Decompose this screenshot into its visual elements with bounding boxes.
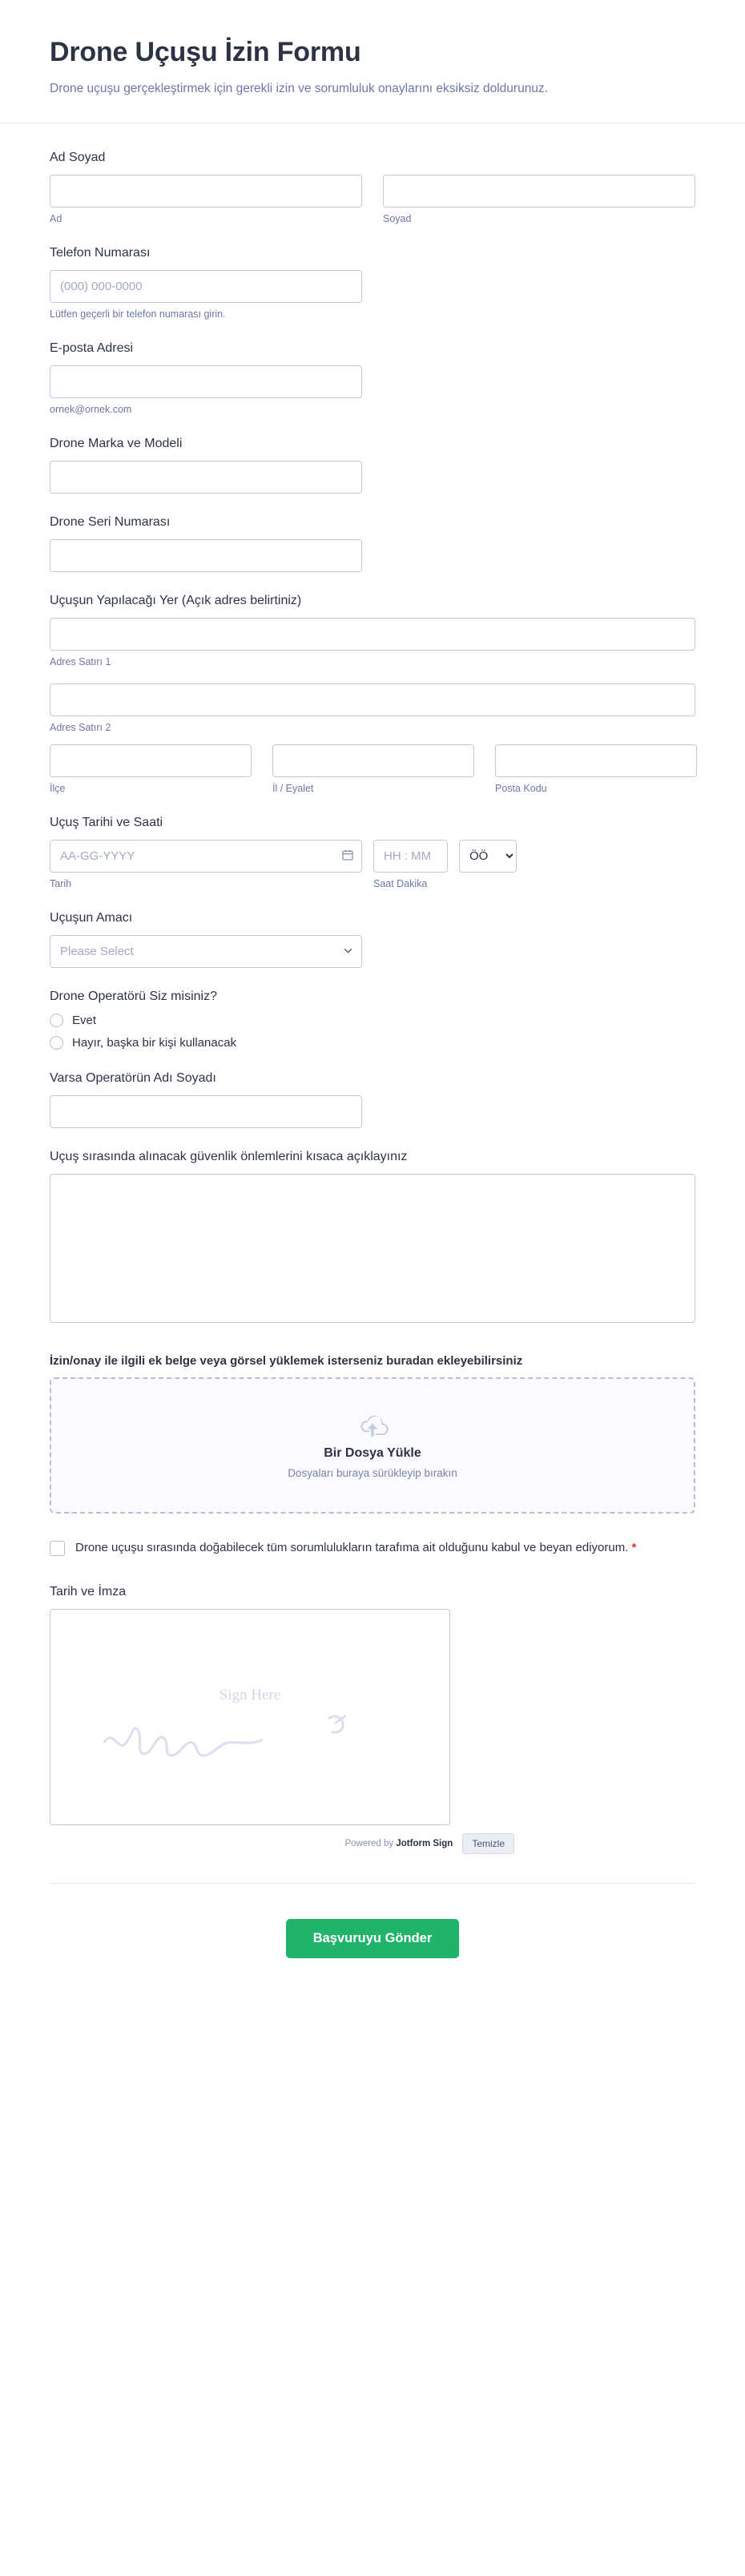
date-col [50, 840, 362, 889]
label-address: Uçuşun Yapılacağı Yer (Açık adres belirtiniz) [50, 594, 302, 608]
powered-by-label [344, 1839, 453, 1848]
address-state-col [272, 744, 474, 794]
time-sublabel: Saat Dakika [373, 878, 428, 890]
signature-placeholder: Sign Here [219, 1686, 281, 1703]
file-upload-dropzone[interactable] [50, 1377, 695, 1514]
datetime-row [50, 840, 695, 889]
submit-button[interactable]: Başvuruyu Gönder [286, 1919, 460, 1958]
signature-footer [50, 1833, 514, 1854]
ampm-select[interactable] [459, 840, 517, 873]
label-flight-datetime: Uçuş Tarihi ve Saati [50, 816, 163, 830]
cloud-upload-icon [355, 1413, 390, 1438]
address-city-sublabel: İlçe [50, 783, 66, 795]
label-full-name: Ad Soyad [50, 151, 106, 165]
address-line2-sublabel: Adres Satırı 2 [50, 722, 111, 734]
address-zip-input[interactable] [495, 744, 697, 777]
phone-hint: Lütfen geçerli bir telefon numarası girin. [50, 308, 226, 320]
consent-checkbox[interactable] [50, 1541, 65, 1556]
purpose-select[interactable] [50, 935, 362, 968]
powered-prefix: Powered by [344, 1838, 397, 1848]
email-input[interactable] [50, 365, 362, 398]
form-subtitle: Drone uçuşu gerçekleştirmek için gerekli izin ve sorumluluk onaylarını eksiksiz doldurunuz. [50, 82, 548, 95]
address-zip-sublabel: Posta Kodu [495, 783, 547, 795]
consent-text [75, 1539, 636, 1558]
form-header [0, 0, 745, 123]
date-sublabel: Tarih [50, 878, 72, 890]
address-zip-col [495, 744, 697, 794]
address-line1-col [50, 618, 695, 667]
label-flight-purpose: Uçuşun Amacı [50, 911, 133, 925]
flight-time-input[interactable] [373, 840, 448, 873]
label-drone-model: Drone Marka ve Modeli [50, 437, 183, 451]
first-name-col [50, 175, 362, 224]
label-email: E-posta Adresi [50, 341, 134, 356]
field-flight-datetime [50, 816, 695, 889]
radio-icon[interactable] [50, 1014, 63, 1027]
powered-brand: Jotform Sign [396, 1838, 453, 1848]
name-row [50, 175, 695, 224]
field-flight-purpose [50, 911, 695, 968]
ampm-col [459, 840, 517, 873]
last-name-col [383, 175, 695, 224]
signature-canvas[interactable] [50, 1609, 450, 1825]
address-city-input[interactable] [50, 744, 252, 777]
file-upload-hint: Dosyaları buraya sürükleyip bırakın [288, 1466, 457, 1479]
date-wrap [50, 840, 362, 873]
radio-option-no[interactable] [50, 1036, 695, 1050]
label-safety-measures: Uçuş sırasında alınacak güvenlik önlemlerini kısaca açıklayınız [50, 1150, 408, 1164]
address-line2-input[interactable] [50, 683, 695, 716]
form-body [0, 123, 745, 1958]
email-hint: ornek@ornek.com [50, 404, 132, 416]
address-line1-sublabel: Adres Satırı 1 [50, 656, 111, 668]
signature-squiggle-icon [95, 1704, 383, 1768]
address-city-col [50, 744, 252, 794]
first-name-input[interactable] [50, 175, 362, 208]
field-drone-model [50, 437, 695, 494]
field-safety-measures [50, 1150, 695, 1327]
page-title: Drone Uçuşu İzin Formu [50, 37, 361, 67]
file-upload-button-label[interactable]: Bir Dosya Yükle [324, 1445, 421, 1460]
operator-name-input[interactable] [50, 1095, 362, 1128]
field-phone [50, 246, 695, 320]
last-name-sublabel: Soyad [383, 213, 412, 225]
field-full-name [50, 151, 695, 224]
clear-signature-button[interactable]: Temizle [462, 1833, 514, 1854]
radio-label-yes: Evet [72, 1014, 97, 1028]
radio-label-no: Hayır, başka bir kişi kullanacak [72, 1036, 237, 1050]
calendar-icon[interactable] [341, 849, 354, 861]
address-state-sublabel: İl / Eyalet [272, 783, 314, 795]
label-file-upload: İzin/onay ile ilgili ek belge veya görsel yüklemek isterseniz buradan ekleyebilirsiniz [50, 1354, 523, 1369]
field-operator-name [50, 1071, 695, 1128]
label-is-operator: Drone Operatörü Siz misiniz? [50, 990, 217, 1004]
consent-label: Drone uçuşu sırasında doğabilecek tüm sorumlulukların tarafıma ait olduğunu kabul ve beyan ediyorum. [75, 1541, 629, 1555]
last-name-input[interactable] [383, 175, 695, 208]
label-drone-serial: Drone Seri Numarası [50, 515, 171, 530]
address-state-input[interactable] [272, 744, 474, 777]
address-line2-col [50, 683, 695, 733]
submit-area [50, 1883, 695, 1958]
label-operator-name: Varsa Operatörün Adı Soyadı [50, 1071, 216, 1086]
field-signature [50, 1585, 695, 1854]
field-is-operator [50, 990, 695, 1050]
address-city-row [50, 744, 695, 794]
field-address [50, 594, 695, 794]
field-email [50, 341, 695, 415]
field-file-upload [50, 1354, 695, 1514]
address-line1-input[interactable] [50, 618, 695, 651]
safety-measures-textarea[interactable] [50, 1174, 695, 1323]
drone-serial-input[interactable] [50, 539, 362, 572]
drone-model-input[interactable] [50, 461, 362, 494]
phone-input[interactable] [50, 270, 362, 303]
field-drone-serial [50, 515, 695, 572]
required-asterisk: * [631, 1541, 637, 1555]
label-signature: Tarih ve İmza [50, 1584, 127, 1598]
consent-row[interactable] [50, 1539, 695, 1558]
label-phone: Telefon Numarası [50, 246, 151, 260]
purpose-select-wrap [50, 935, 362, 968]
radio-option-yes[interactable] [50, 1014, 695, 1027]
flight-date-input[interactable] [50, 840, 362, 873]
first-name-sublabel: Ad [50, 213, 62, 225]
time-col [373, 840, 448, 889]
radio-icon[interactable] [50, 1036, 63, 1050]
